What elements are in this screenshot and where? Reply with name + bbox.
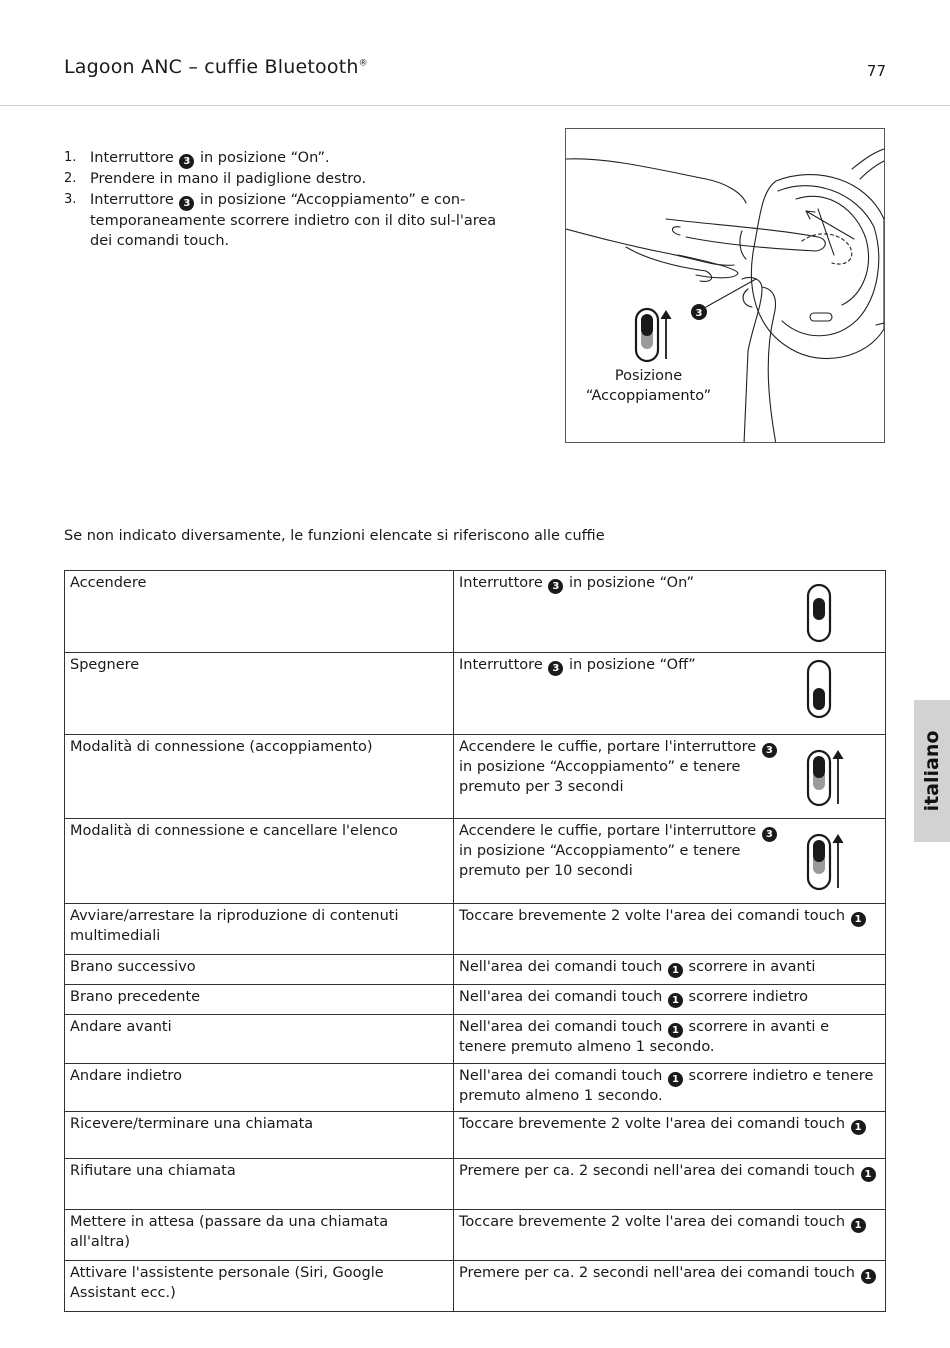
step-text: in posizione “Accoppiamento” e con-temporaneamente scorrere indietro con il dito sul-l'area dei comandi touch. xyxy=(90,191,497,249)
action-text: in posizione “Off” xyxy=(568,657,696,673)
table-row xyxy=(65,735,886,819)
function-cell: Spegnere xyxy=(65,653,454,735)
action-text: in posizione “Accoppiamento” e tenere premuto per 10 secondi xyxy=(459,843,741,879)
step-item-2 xyxy=(64,169,509,190)
number-1-badge-icon: 1 xyxy=(668,1023,683,1038)
function-cell: Avviare/arrestare la riproduzione di contenuti multimediali xyxy=(65,904,454,955)
number-3-badge-icon: 3 xyxy=(548,661,563,676)
step-item-3 xyxy=(64,190,509,252)
step-number: 1. xyxy=(64,150,77,165)
number-3-badge-icon: 3 xyxy=(762,743,777,758)
language-tab-label: italiano xyxy=(921,730,943,812)
caption-line-2: “Accoppiamento” xyxy=(585,387,712,404)
number-1-badge-icon: 1 xyxy=(851,912,866,927)
callout-number: 3 xyxy=(695,308,703,319)
action-text: Toccare brevemente 2 volte l'area dei comandi touch xyxy=(459,1214,846,1230)
action-cell xyxy=(454,1063,886,1112)
action-text: scorrere indietro e tenere premuto almeno 1 secondo. xyxy=(459,1067,874,1104)
number-3-badge-icon: 3 xyxy=(179,154,194,169)
step-text: Prendere in mano il padiglione destro. xyxy=(90,171,367,187)
number-1-badge-icon: 1 xyxy=(861,1269,876,1284)
action-cell xyxy=(454,1210,886,1261)
function-cell: Modalità di connessione e cancellare l'elenco xyxy=(65,819,454,904)
function-cell: Modalità di connessione (accoppiamento) xyxy=(65,735,454,819)
switch-on-icon xyxy=(805,582,835,644)
function-cell: Mettere in attesa (passare da una chiamata all'altra) xyxy=(65,1210,454,1261)
step-text: in posizione “On”. xyxy=(199,150,330,166)
function-cell: Brano successivo xyxy=(65,955,454,985)
trademark-symbol: ® xyxy=(358,58,368,69)
figure-caption xyxy=(566,367,731,406)
switch-pairing-icon xyxy=(636,309,671,361)
switch-pairing-icon xyxy=(805,830,849,892)
function-cell: Andare avanti xyxy=(65,1015,454,1064)
action-cell xyxy=(454,1261,886,1312)
action-cell xyxy=(454,985,886,1015)
action-text: scorrere in avanti xyxy=(688,959,816,975)
switch-off-icon xyxy=(805,658,835,720)
table-row xyxy=(65,1261,886,1312)
page-number: 77 xyxy=(866,62,886,80)
header-title-text: Lagoon ANC – cuffie Bluetooth xyxy=(64,56,359,78)
action-text: Accendere le cuffie, portare l'interruttore xyxy=(459,739,757,755)
page-header-title xyxy=(64,56,368,78)
action-text: Premere per ca. 2 secondi nell'area dei comandi touch xyxy=(459,1163,855,1179)
action-cell xyxy=(454,819,886,904)
function-cell: Andare indietro xyxy=(65,1063,454,1112)
table-row xyxy=(65,819,886,904)
number-1-badge-icon: 1 xyxy=(668,1072,683,1087)
action-text: scorrere indietro xyxy=(688,989,808,1005)
number-3-badge-icon: 3 xyxy=(762,827,777,842)
action-cell xyxy=(454,571,886,653)
action-text: Nell'area dei comandi touch xyxy=(459,989,663,1005)
number-1-badge-icon: 1 xyxy=(861,1167,876,1182)
action-text: Toccare brevemente 2 volte l'area dei comandi touch xyxy=(459,908,846,924)
table-row xyxy=(65,1159,886,1210)
step-number: 2. xyxy=(64,171,77,186)
function-cell: Accendere xyxy=(65,571,454,653)
action-cell xyxy=(454,1015,886,1064)
number-1-badge-icon: 1 xyxy=(668,963,683,978)
table-row xyxy=(65,1112,886,1159)
language-side-tab xyxy=(914,700,950,842)
function-cell: Ricevere/terminare una chiamata xyxy=(65,1112,454,1159)
action-text: Nell'area dei comandi touch xyxy=(459,959,663,975)
caption-line-1: Posizione xyxy=(614,368,683,384)
action-text: in posizione “Accoppiamento” e tenere premuto per 3 secondi xyxy=(459,759,741,795)
step-text: Interruttore xyxy=(90,150,174,166)
table-row xyxy=(65,1063,886,1112)
function-cell: Attivare l'assistente personale (Siri, Google Assistant ecc.) xyxy=(65,1261,454,1312)
header-divider xyxy=(0,105,950,106)
step-number: 3. xyxy=(64,191,77,207)
action-text: Nell'area dei comandi touch xyxy=(459,1067,663,1084)
table-intro-text: Se non indicato diversamente, le funzioni elencate si riferiscono alle cuffie xyxy=(64,528,605,544)
number-3-badge-icon: 3 xyxy=(548,579,563,594)
function-cell: Rifiutare una chiamata xyxy=(65,1159,454,1210)
functions-table xyxy=(64,570,886,1312)
number-1-badge-icon: 1 xyxy=(668,993,683,1008)
table-row xyxy=(65,571,886,653)
table-row xyxy=(65,1015,886,1064)
action-text: Interruttore xyxy=(459,657,543,673)
action-text: in posizione “On” xyxy=(568,575,695,591)
table-row xyxy=(65,1210,886,1261)
headphone-pairing-illustration xyxy=(565,128,885,443)
number-3-badge-icon: 3 xyxy=(179,196,194,211)
action-cell xyxy=(454,1112,886,1159)
number-1-badge-icon: 1 xyxy=(851,1120,866,1135)
number-1-badge-icon: 1 xyxy=(851,1218,866,1233)
action-cell xyxy=(454,904,886,955)
table-row xyxy=(65,955,886,985)
function-cell: Brano precedente xyxy=(65,985,454,1015)
step-text: Interruttore xyxy=(90,191,174,208)
action-text: Interruttore xyxy=(459,575,543,591)
switch-pairing-icon xyxy=(805,746,849,808)
action-text: Accendere le cuffie, portare l'interruttore xyxy=(459,823,757,839)
action-text: Toccare brevemente 2 volte l'area dei comandi touch xyxy=(459,1116,846,1132)
action-cell xyxy=(454,653,886,735)
step-item-1 xyxy=(64,148,509,169)
table-row xyxy=(65,904,886,955)
action-cell xyxy=(454,735,886,819)
instruction-steps xyxy=(64,148,509,252)
action-cell xyxy=(454,955,886,985)
action-cell xyxy=(454,1159,886,1210)
table-row xyxy=(65,985,886,1015)
action-text: Premere per ca. 2 secondi nell'area dei comandi touch xyxy=(459,1265,855,1281)
action-text: Nell'area dei comandi touch xyxy=(459,1019,663,1035)
action-text: scorrere in avanti e tenere premuto almeno 1 secondo. xyxy=(459,1019,829,1055)
table-row xyxy=(65,653,886,735)
